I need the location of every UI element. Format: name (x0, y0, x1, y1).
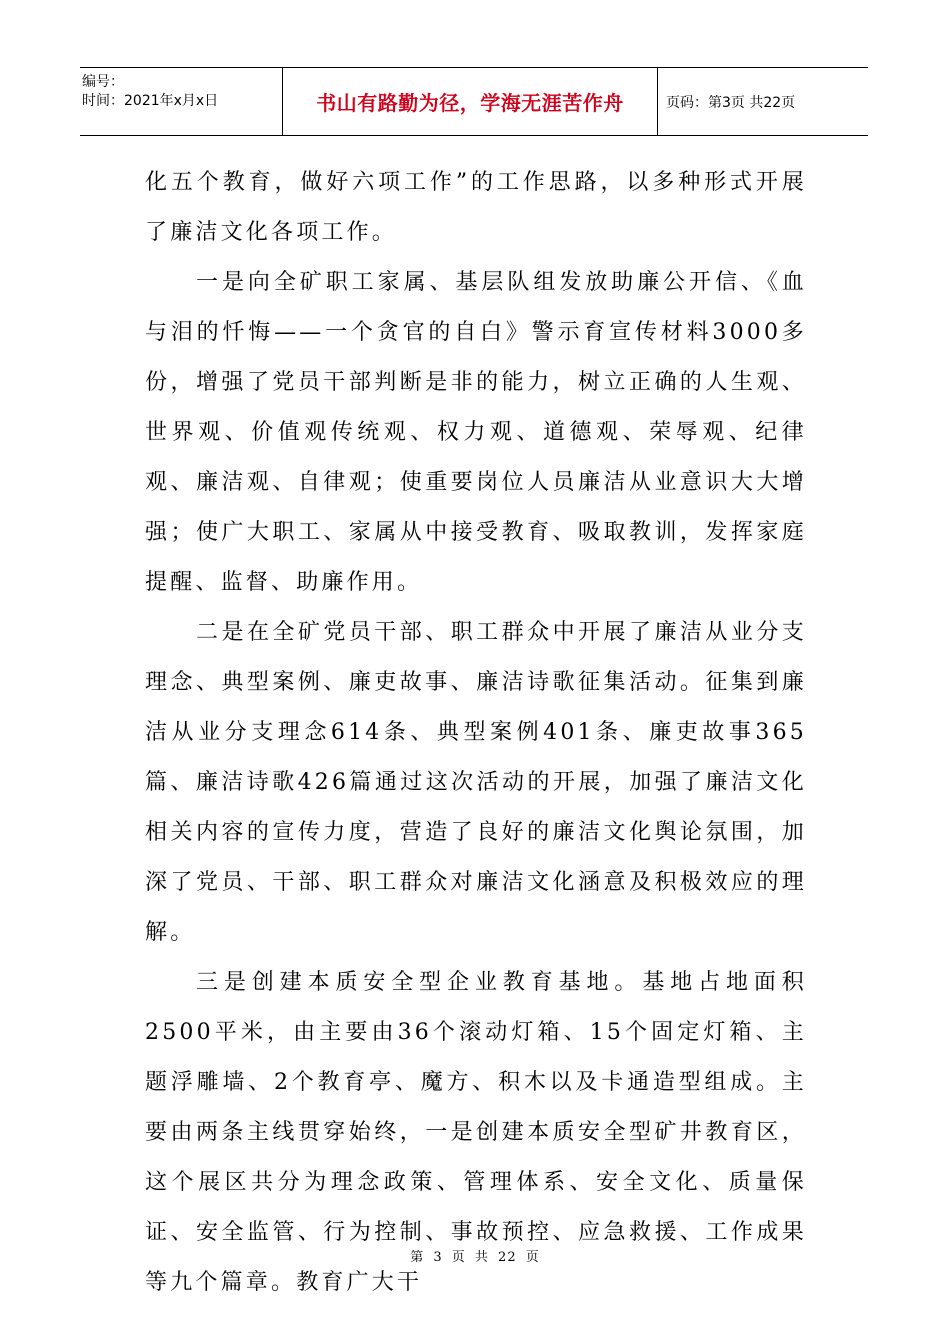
document-date: 时间：2021年x月x日 (82, 93, 219, 109)
header-motto: 书山有路勤为径，学海无涯苦作舟 (283, 68, 658, 135)
body-paragraph: 一是向全矿职工家属、基层队组发放助廉公开信、《血与泪的忏悔——一个贪官的自白》警示育宣传材料3000多份，增强了党员干部判断是非的能力，树立正确的人生观、世界观、价值观传统观、权力观、道德观、荣辱观、纪律观、廉洁观、自律观；使重要岗位人员廉洁从业意识大大增强；使广大职工、家属从中接受教育、吸取教训，发挥家庭提醒、监督、助廉作用。 (145, 270, 807, 595)
body-paragraph: 二是在全矿党员干部、职工群众中开展了廉洁从业分支理念、典型案例、廉吏故事、廉洁诗歌征集活动。征集到廉洁从业分支理念614条、典型案例401条、廉吏故事365篇、廉洁诗歌426篇通过这次活动的开展，加强了廉洁文化相关内容的宣传力度，营造了良好的廉洁文化舆论氛围，加深了党员、干部、职工群众对廉洁文化涵意及积极效应的理解。 (145, 620, 807, 945)
document-number-label: 编号： (82, 74, 124, 90)
page-footer: 第 3 页 共 22 页 (410, 1250, 540, 1265)
body-paragraph: 化五个教育，做好六项工作”的工作思路，以多种形式开展了廉洁文化各项工作。 (145, 170, 807, 245)
header-page-info: 页码：第3页 共22页 (666, 94, 796, 111)
document-header (80, 67, 868, 136)
document-body (145, 158, 807, 1308)
body-paragraph: 三是创建本质安全型企业教育基地。基地占地面积2500平米，由主要由36个滚动灯箱、15个固定灯箱、主题浮雕墙、2个教育亭、魔方、积木以及卡通造型组成。主要由两条主线贯穿始终，一是创建本质安全型矿井教育区，这个展区共分为理念政策、管理体系、安全文化、质量保证、安全监管、行为控制、事故预控、应急救援、工作成果等九个篇章。教育广大干 (145, 970, 807, 1295)
header-meta (80, 68, 283, 135)
